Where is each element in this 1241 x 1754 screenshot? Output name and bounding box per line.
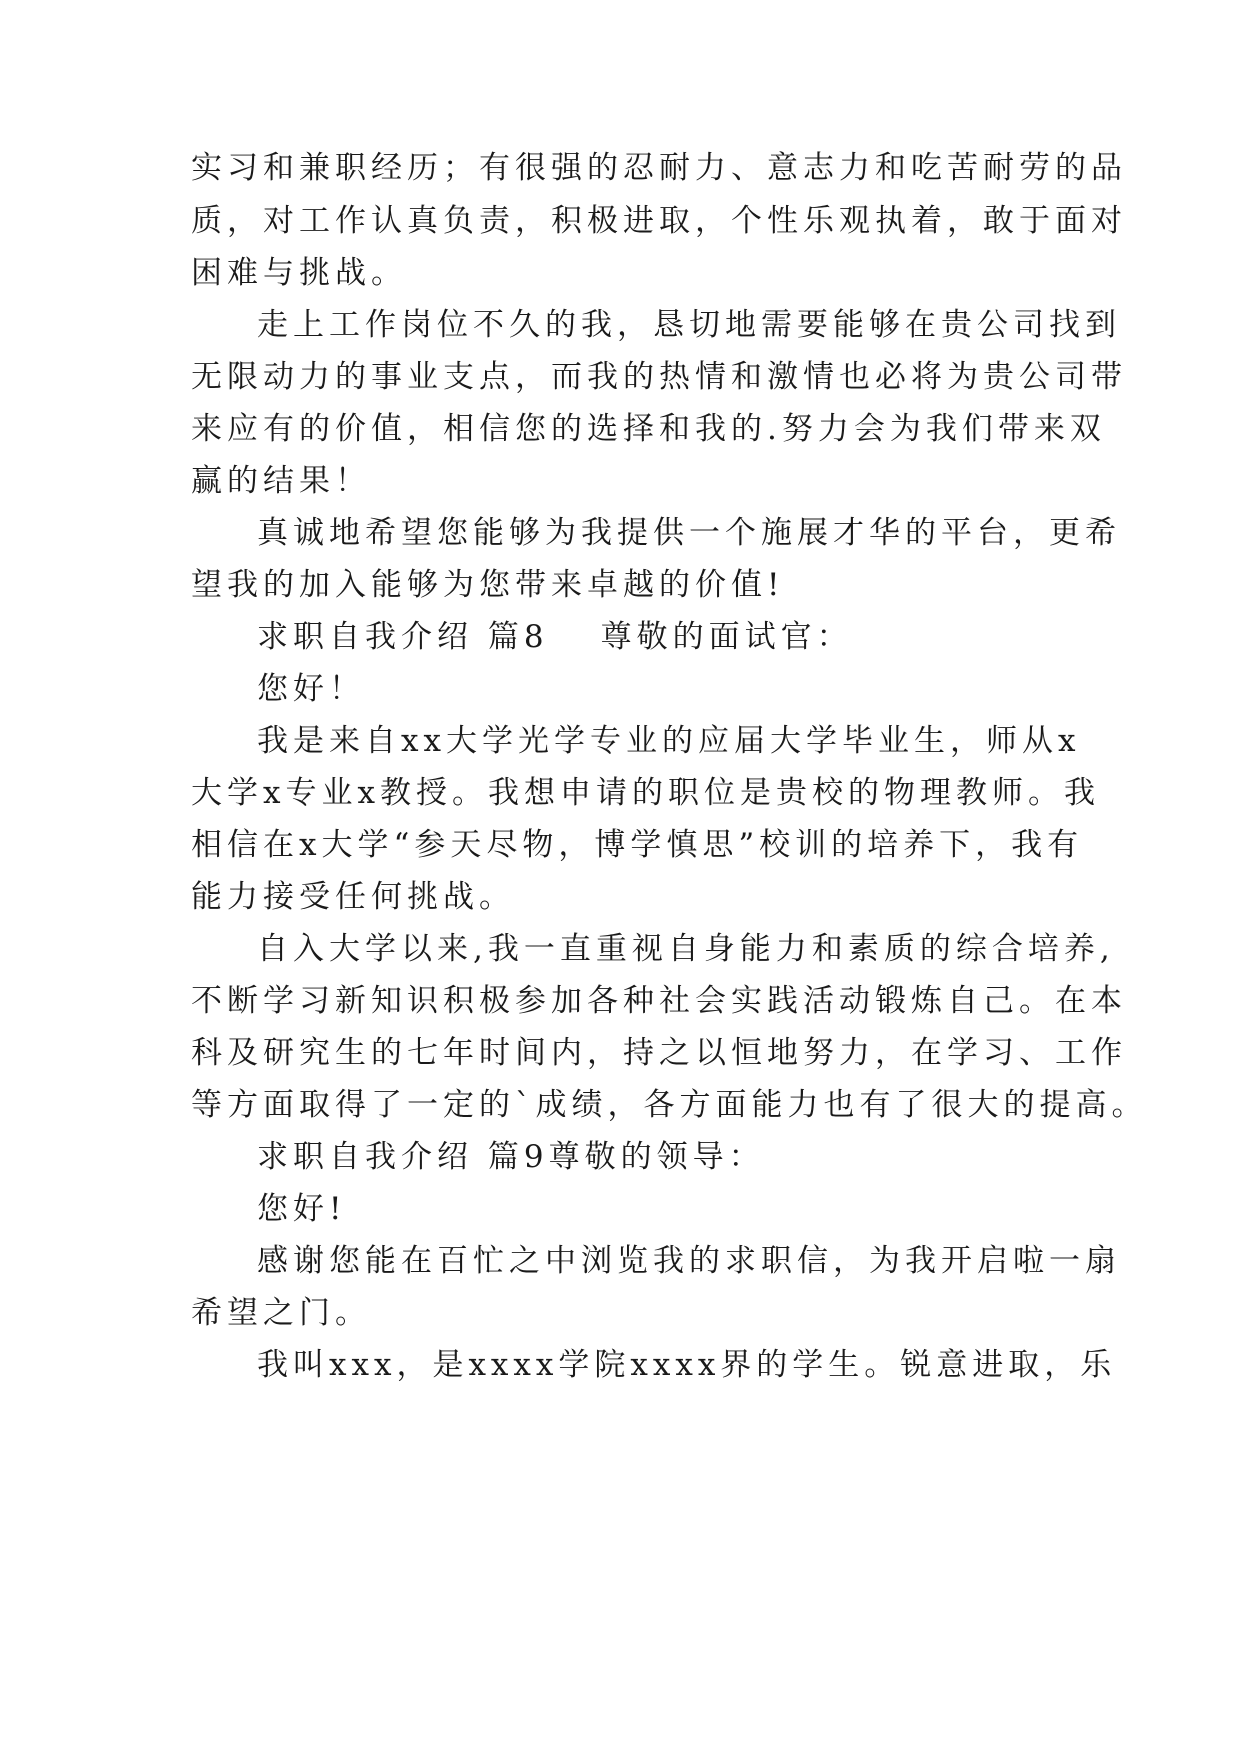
text-line: 相信在x大学“参天尽物，博学慎思”校训的培养下，我有 xyxy=(191,827,1084,863)
text-line: 能力接受任何挑战。 xyxy=(191,879,515,915)
text-line: 不断学习新知识积极参加各种社会实践活动锻炼自己。在本 xyxy=(191,983,1127,1019)
paragraph-first-line: 走上工作岗位不久的我，恳切地需要能够在贵公司找到 xyxy=(257,307,1121,343)
greeting: 您好! xyxy=(257,1191,347,1227)
text-line: 等方面取得了一定的`成绩，各方面能力也有了很大的提高。 xyxy=(191,1087,1148,1123)
text-line: 无限动力的事业支点，而我的热情和激情也必将为贵公司带 xyxy=(191,359,1127,395)
section-heading: 求职自我介绍 篇8 xyxy=(257,619,549,655)
paragraph-first-line: 我叫xxx，是xxxx学院xxxx界的学生。锐意进取，乐 xyxy=(257,1347,1117,1383)
text-line: 质，对工作认真负责，积极进取，个性乐观执着，敢于面对 xyxy=(191,203,1127,239)
paragraph-first-line: 我是来自xx大学光学专业的应届大学毕业生，师从x xyxy=(257,723,1081,759)
text-line: 实习和兼职经历；有很强的忍耐力、意志力和吃苦耐劳的品 xyxy=(191,150,1127,186)
text-line: 科及研究生的七年时间内，持之以恒地努力，在学习、工作 xyxy=(191,1035,1127,1071)
greeting: 您好！ xyxy=(257,671,365,707)
paragraph-first-line: 自入大学以来,我一直重视自身能力和素质的综合培养, xyxy=(257,931,1115,967)
paragraph-first-line: 感谢您能在百忙之中浏览我的求职信，为我开启啦一扇 xyxy=(257,1243,1121,1279)
text-line: 困难与挑战。 xyxy=(191,255,407,291)
section-heading-line xyxy=(257,617,1117,657)
text-line: 赢的结果！ xyxy=(191,463,371,499)
section-heading: 求职自我介绍 篇9尊敬的领导： xyxy=(257,1139,765,1175)
text-line: 来应有的价值，相信您的选择和我的.努力会为我们带来双 xyxy=(191,411,1106,447)
text-line: 大学x专业x教授。我想申请的职位是贵校的物理教师。我 xyxy=(191,775,1100,811)
text-line: 望我的加入能够为您带来卓越的价值! xyxy=(191,567,785,603)
paragraph-first-line: 真诚地希望您能够为我提供一个施展才华的平台，更希 xyxy=(257,515,1121,551)
salutation: 尊敬的面试官： xyxy=(600,619,853,655)
text-line: 希望之门。 xyxy=(191,1295,371,1331)
